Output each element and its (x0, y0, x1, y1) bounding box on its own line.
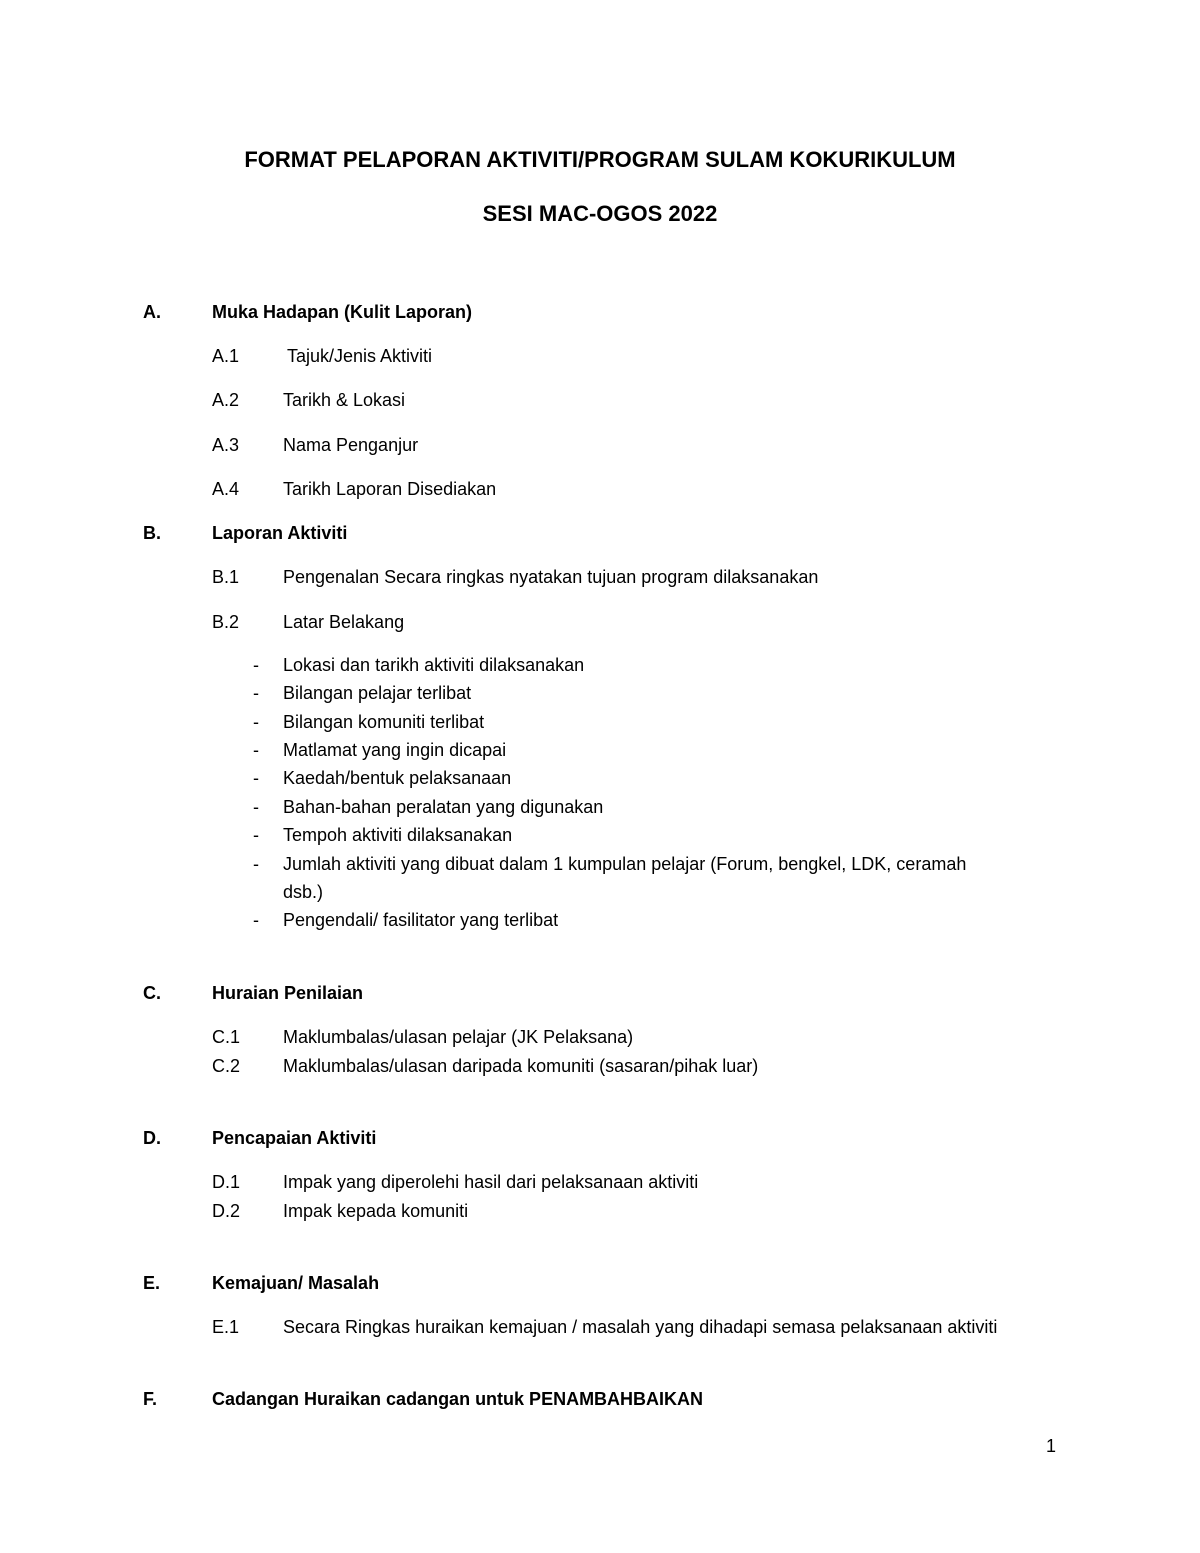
item-text: Tajuk/Jenis Aktiviti (287, 346, 433, 366)
section-f-letter: F. (143, 1389, 158, 1409)
item-code: D.1 (212, 1172, 241, 1192)
item-text: Latar Belakang (283, 612, 405, 632)
section-a-letter: A. (143, 302, 161, 322)
item-text: Pengenalan Secara ringkas nyatakan tujuan program dilaksanakan (283, 567, 819, 587)
item-code: A.2 (212, 390, 240, 410)
bullet-dash: - (253, 712, 259, 732)
item-text: Nama Penganjur (283, 435, 419, 455)
item-code: B.1 (212, 567, 240, 587)
item-text: Tarikh Laporan Disediakan (283, 479, 497, 499)
list-item: Pengendali/ fasilitator yang terlibat (283, 910, 559, 930)
list-item: Bilangan komuniti terlibat (283, 712, 485, 732)
section-c-heading: Huraian Penilaian (212, 983, 364, 1003)
bullet-dash: - (253, 655, 259, 675)
bullet-dash: - (253, 825, 259, 845)
list-item-continuation: dsb.) (283, 882, 324, 902)
section-d-heading: Pencapaian Aktiviti (212, 1128, 377, 1148)
item-text: Tarikh & Lokasi (283, 390, 406, 410)
item-code: C.1 (212, 1027, 241, 1047)
bullet-dash: - (253, 854, 259, 874)
item-text: Maklumbalas/ulasan daripada komuniti (sasaran/pihak luar) (283, 1056, 759, 1076)
bullet-dash: - (253, 740, 259, 760)
list-item: Bilangan pelajar terlibat (283, 683, 472, 703)
list-item: Kaedah/bentuk pelaksanaan (283, 768, 512, 788)
item-code: A.1 (212, 346, 240, 366)
list-item: Bahan-bahan peralatan yang digunakan (283, 797, 604, 817)
section-c-letter: C. (143, 983, 161, 1003)
bullet-dash: - (253, 683, 259, 703)
document-subtitle: SESI MAC-OGOS 2022 (482, 201, 718, 226)
list-item: Matlamat yang ingin dicapai (283, 740, 507, 760)
item-code: C.2 (212, 1056, 241, 1076)
item-text: Maklumbalas/ulasan pelajar (JK Pelaksana) (283, 1027, 634, 1047)
section-e-letter: E. (143, 1273, 161, 1293)
section-e-heading: Kemajuan/ Masalah (212, 1273, 380, 1293)
item-code: E.1 (212, 1317, 240, 1337)
page-number: 1 (1046, 1436, 1057, 1456)
item-code: A.3 (212, 435, 240, 455)
list-item: Jumlah aktiviti yang dibuat dalam 1 kumpulan pelajar (Forum, bengkel, LDK, ceramah (283, 854, 967, 874)
section-f-heading: Cadangan Huraikan cadangan untuk PENAMBAHBAIKAN (212, 1389, 704, 1409)
item-text: Secara Ringkas huraikan kemajuan / masalah yang dihadapi semasa pelaksanaan aktiviti (283, 1317, 998, 1337)
item-code: B.2 (212, 612, 240, 632)
section-b-heading: Laporan Aktiviti (212, 523, 348, 543)
item-text: Impak kepada komuniti (283, 1201, 469, 1221)
bullet-dash: - (253, 910, 259, 930)
section-d-letter: D. (143, 1128, 161, 1148)
document-title: FORMAT PELAPORAN AKTIVITI/PROGRAM SULAM KOKURIKULUM (244, 147, 956, 172)
item-text: Impak yang diperolehi hasil dari pelaksanaan aktiviti (283, 1172, 699, 1192)
bullet-dash: - (253, 768, 259, 788)
section-a-heading: Muka Hadapan (Kulit Laporan) (212, 302, 473, 322)
item-code: A.4 (212, 479, 240, 499)
list-item: Lokasi dan tarikh aktiviti dilaksanakan (283, 655, 585, 675)
bullet-dash: - (253, 797, 259, 817)
list-item: Tempoh aktiviti dilaksanakan (283, 825, 513, 845)
item-code: D.2 (212, 1201, 241, 1221)
section-b-letter: B. (143, 523, 161, 543)
